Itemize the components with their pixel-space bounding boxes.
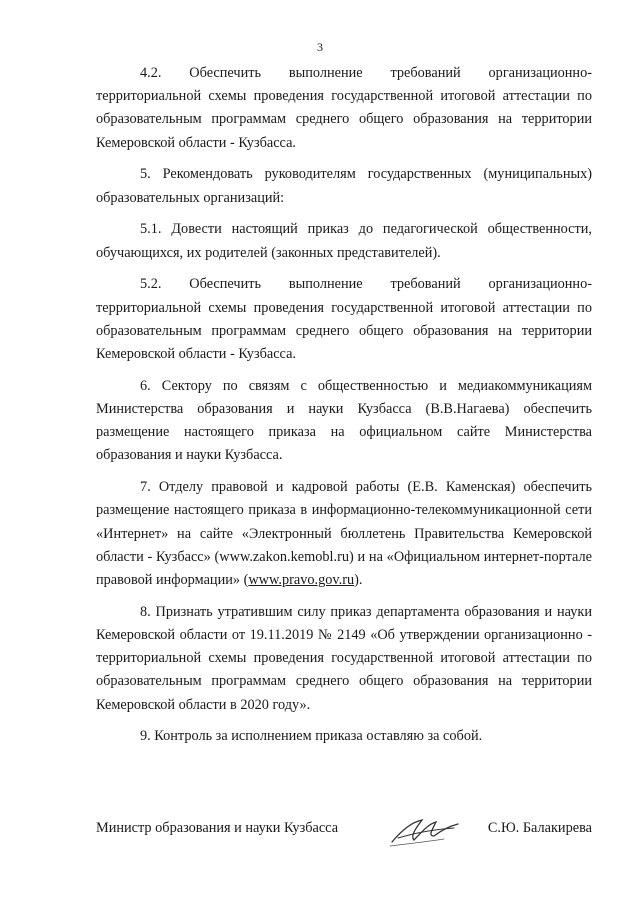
paragraph-7-text: 7. Отделу правовой и кадровой работы (Е.В. Каменская) обеспечить размещение настоящего приказа в информационно-телекоммуникационной сети «Интернет» на сайте «Электронный бюллетень Правительства Кемеровской области - Кузбасс» (www.zakon.kemobl.ru) и на «Официальном интернет-портале правовой информации» ( <box>96 479 592 589</box>
paragraph-6: 6. Сектору по связям с общественностью и медиакоммуникациям Министерства образования и науки Кузбасса (В.В.Нагаева) обеспечить размещение настоящего приказа на официальном сайте Министерства образования и науки Кузбасса. <box>96 377 592 464</box>
paragraph-7-tail: ). <box>354 572 363 589</box>
page-number: 3 <box>317 40 323 54</box>
paragraph-5-1: 5.1. Довести настоящий приказ до педагогической общественности, обучающихся, их родителей (законных представителей). <box>96 221 592 261</box>
paragraph-5-2: 5.2. Обеспечить выполнение требований организационно-территориальной схемы проведения государственной итоговой аттестации по образовательным программам среднего общего образования на территории Кемеровской области - Кузбасса. <box>96 276 592 363</box>
paragraph-9: 9. Контроль за исполнением приказа оставляю за собой. <box>140 728 483 745</box>
document-body <box>96 62 592 757</box>
paragraph-7 <box>96 476 592 592</box>
signatory-title: Министр образования и науки Кузбасса <box>96 820 339 836</box>
handwritten-signature-icon <box>388 812 462 850</box>
pravo-gov-link[interactable]: www.pravo.gov.ru <box>248 572 355 589</box>
paragraph-5: 5. Рекомендовать руководителям государственных (муниципальных) образовательных организаций: <box>96 166 592 206</box>
signature-block <box>96 812 592 852</box>
paragraph-8: 8. Признать утратившим силу приказ департамента образования и науки Кемеровской области от 19.11.2019 № 2149 «Об утверждении организационно - территориальной схемы проведения государственной итоговой аттестации по образовательным программам среднего общего образования на территории Кемеровской области в 2020 году». <box>96 603 592 713</box>
paragraph-4-2: 4.2. Обеспечить выполнение требований организационно-территориальной схемы проведения государственной итоговой аттестации по образовательным программам среднего общего образования на территории Кемеровской области - Кузбасса. <box>96 65 592 151</box>
signatory-name: С.Ю. Балакирева <box>487 820 592 836</box>
